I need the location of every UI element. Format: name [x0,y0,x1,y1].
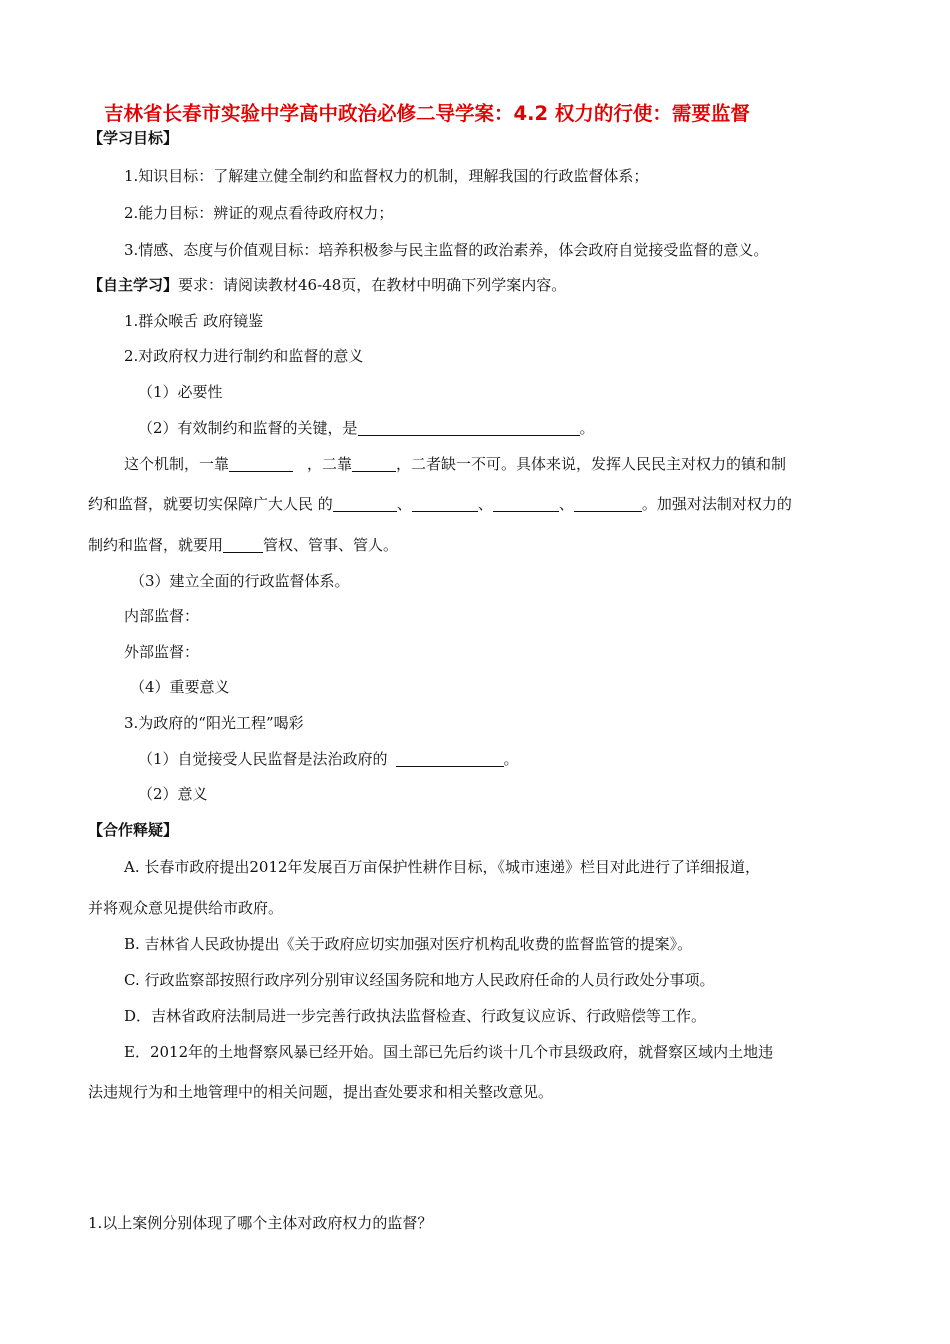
document-title: 吉林省长春市实验中学高中政治必修二导学案：4.2 权力的行使：需要监督 [104,102,750,125]
case-c: C. 行政监察部按照行政序列分别审议经国务院和地方人民政府任命的人员行政处分事项。 [124,971,715,989]
section-2-4: （4）重要意义 [130,678,230,696]
section-2-3: （3）建立全面的行政监督体系。 [130,572,350,590]
fill-blank-right-2[interactable] [412,495,478,512]
text-segment: （1）自觉接受人民监督是法治政府的 [138,750,388,768]
internal-supervision: 内部监督： [124,607,200,625]
section-1: 1.群众喉舌 政府镜鉴 [124,312,264,330]
objective-item-3: 3.情感、态度与价值观目标：培养积极参与民主监督的政治素养，体会政府自觉接受监督的意义。 [124,241,769,259]
separator: 、 [477,495,493,513]
self-study-instruction: 要求：请阅读教材46-48页，在教材中明确下列学案内容。 [178,276,567,294]
section-3: 3.为政府的“阳光工程”喝彩 [124,714,304,732]
fill-blank-right-1[interactable] [333,495,397,512]
case-a-line-1: A. 长春市政府提出2012年发展百万亩保护性耕作目标，《城市速递》栏目对此进行了详细报道， [124,858,761,876]
text-segment: 。加强对法制对权力的 [641,495,792,513]
fill-blank-right-3[interactable] [493,495,559,512]
case-e-line-2: 法违规行为和土地管理中的相关问题，提出查处要求和相关整改意见。 [88,1083,554,1101]
paragraph-line-2 [88,494,792,514]
text-segment: 管权、管事、管人。 [263,536,399,554]
text-segment: 这个机制，一靠 [124,455,230,473]
paragraph-line-1 [124,454,786,474]
fill-blank-right-4[interactable] [574,495,642,512]
separator: 、 [558,495,574,513]
self-study-line [88,275,566,295]
section-2-1: （1）必要性 [138,383,223,401]
case-a-line-2: 并将观众意见提供给市政府。 [88,899,284,917]
section-3-1 [138,749,519,769]
case-e-line-1: E．2012年的土地督察风暴已经开始。国土部已先后约谈十几个市县级政府，就督察区域内土地违 [124,1043,774,1061]
case-d: D．吉林省政府法制局进一步完善行政执法监督检查、行政复议应诉、行政赔偿等工作。 [124,1007,707,1025]
section-2-2 [138,418,595,438]
separator: 、 [396,495,412,513]
objective-item-2: 2.能力目标：辨证的观点看待政府权力； [124,204,394,222]
question-1: 1.以上案例分别体现了哪个主体对政府权力的监督？ [88,1214,433,1232]
fill-blank-requirement[interactable] [396,750,504,767]
fill-blank-key[interactable] [358,419,580,436]
fill-blank-rely-2[interactable] [352,455,396,472]
objective-item-1: 1.知识目标：了解建立健全制约和监督权力的机制，理解我国的行政监督体系； [124,167,649,185]
self-study-heading: 【自主学习】 [88,276,179,294]
cooperation-heading: 【合作释疑】 [88,821,179,839]
text-segment: ，二靠 [307,455,353,473]
objectives-heading: 【学习目标】 [88,129,179,147]
fill-blank-rely-1[interactable] [229,455,293,472]
fill-blank-law[interactable] [223,536,263,553]
text-segment: 约和监督，就要切实保障广大人民 的 [88,495,333,513]
text-segment: 。 [503,750,519,768]
external-supervision: 外部监督： [124,643,200,661]
paragraph-line-3 [88,535,398,555]
case-b: B. 吉林省人民政协提出《关于政府应切实加强对医疗机构乱收费的监督监管的提案》。 [124,935,693,953]
text-segment: ，二者缺一不可。具体来说，发挥人民民主对权力的镇和制 [396,455,787,473]
section-3-2: （2）意义 [138,785,208,803]
text-segment: 制约和监督，就要用 [88,536,224,554]
section-2-2-suffix: 。 [579,419,595,437]
section-2-2-prefix: （2）有效制约和监督的关键，是 [138,419,358,437]
section-2: 2.对政府权力进行制约和监督的意义 [124,347,364,365]
